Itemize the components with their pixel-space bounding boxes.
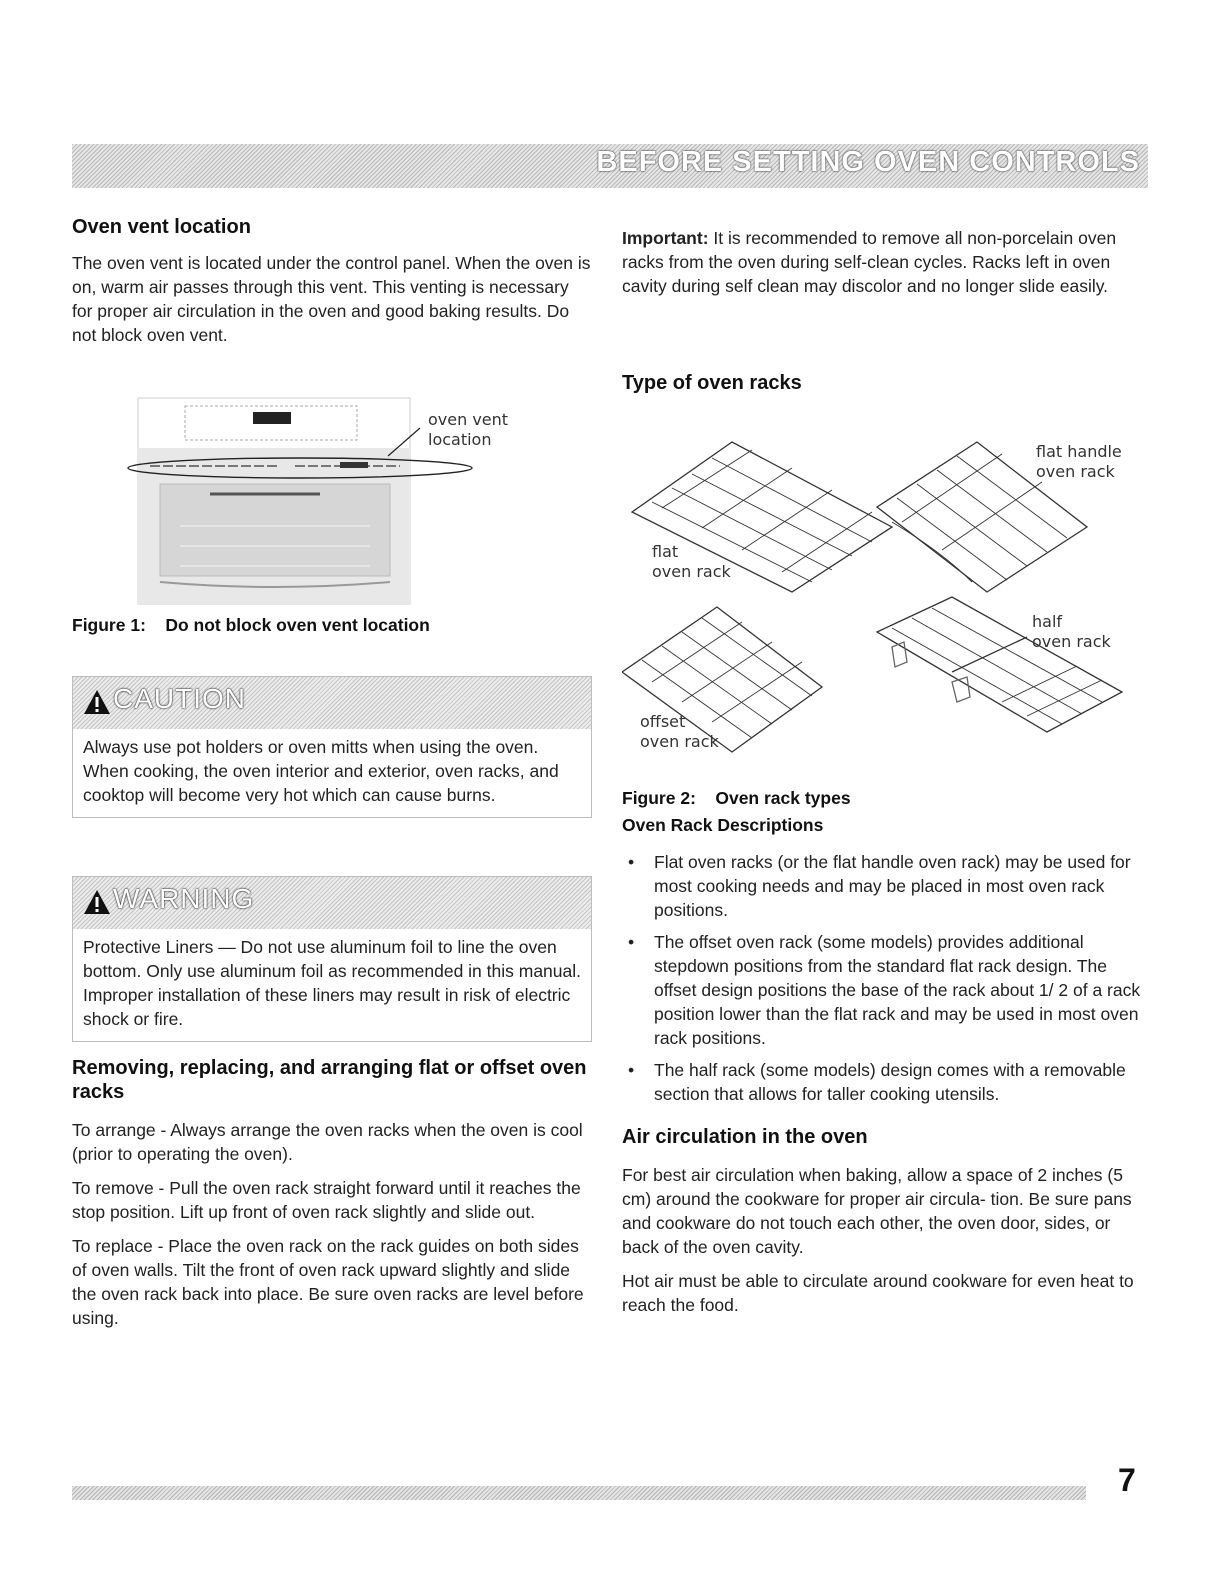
list-item: • The half rack (some models) design comes with a removable section that allows for taller cooking utensils. — [628, 1060, 1126, 1104]
racks-heading-wrap — [622, 371, 1152, 395]
warning-triangle-icon — [83, 889, 111, 915]
figure2-caption: Figure 2: Oven rack types — [622, 788, 851, 808]
rack-descriptions-heading: Oven Rack Descriptions — [622, 815, 824, 835]
warning-text: Protective Liners — Do not use aluminum foil to line the oven bottom. Only use aluminum foil as recommended in this manual. Improper installation of these liners may result in risk of electric shock or fire. — [83, 937, 582, 1029]
arrange-text: To arrange - Always arrange the oven racks when the oven is cool (prior to operating the oven). — [72, 1120, 583, 1164]
section-banner — [72, 144, 1148, 188]
vent-section — [72, 215, 592, 347]
important-label: Important: — [622, 228, 709, 248]
warning-header — [73, 877, 591, 929]
oven-vent-figure — [120, 396, 520, 608]
caution-text: Always use pot holders or oven mitts when using the oven. When cooking, the oven interior and exterior, oven racks, and cooktop will become very hot which can cause burns. — [83, 737, 559, 805]
rack-descriptions — [622, 850, 1152, 1114]
list-item: • Flat oven racks (or the flat handle oven rack) may be used for most cooking needs and may be placed in most oven rack positions. — [628, 852, 1131, 920]
half-rack-label: half oven rack — [1032, 612, 1111, 651]
racks-heading: Type of oven racks — [622, 372, 802, 394]
important-note — [622, 226, 1152, 298]
warning-label: WARNING — [113, 883, 255, 914]
offset-rack-label: offset oven rack — [640, 712, 719, 751]
page-number: 7 — [1118, 1462, 1136, 1498]
air-heading: Air circulation in the oven — [622, 1126, 868, 1148]
replace-text: To replace - Place the oven rack on the rack guides on both sides of oven walls. Tilt the front of oven rack upward slightly and slide the oven rack back into place. Be sure oven racks are level before using. — [72, 1236, 584, 1328]
vent-body: The oven vent is located under the control panel. When the oven is on, warm air passes through this vent. This venting is necessary for proper air circulation in the oven and good baking results. Do not block oven vent. — [72, 253, 591, 345]
removing-section — [72, 1056, 592, 1330]
section-title: BEFORE SETTING OVEN CONTROLS — [596, 146, 1140, 178]
vent-callout-label: oven vent location — [428, 410, 509, 449]
air-section — [622, 1125, 1152, 1317]
list-item: • The offset oven rack (some models) provides additional stepdown positions from the standard flat rack design. The offset design positions the base of the rack about 1/ 2 of a rack position lower than the flat rack and may be used in most oven rack positions. — [628, 932, 1141, 1048]
removing-heading: Removing, replacing, and arranging flat or offset oven racks — [72, 1057, 587, 1103]
figure1-caption-wrap — [72, 615, 592, 636]
air-paragraph-1: For best air circulation when baking, allow a space of 2 inches (5 cm) around the cookware for proper air circula- tion. Be sure pans and cookware do not touch each other, the oven door, sides, or back of the oven cavity. — [622, 1165, 1132, 1257]
caution-header — [73, 677, 591, 729]
air-paragraph-2: Hot air must be able to circulate around cookware for even heat to reach the food. — [622, 1271, 1134, 1315]
rack-types-figure — [622, 432, 1152, 782]
important-text: It is recommended to remove all non-porcelain oven racks from the oven during self-clean cycles. Racks left in oven cavity during self clean may discolor and no longer slide easily. — [622, 228, 1117, 296]
figure1-caption: Figure 1: Do not block oven vent location — [72, 615, 430, 635]
remove-text: To remove - Pull the oven rack straight forward until it reaches the stop position. Lift up front of oven rack slightly and slide out. — [72, 1178, 581, 1222]
caution-box — [72, 676, 592, 818]
rack-description-list — [622, 850, 1152, 1106]
warning-triangle-icon — [83, 689, 111, 715]
caution-label: CAUTION — [113, 683, 246, 714]
footer-bar — [72, 1486, 1086, 1500]
flat-handle-rack-label: flat handle oven rack — [1036, 442, 1122, 481]
warning-box — [72, 876, 592, 1042]
vent-heading: Oven vent location — [72, 216, 251, 238]
figure2-caption-wrap — [622, 788, 1152, 836]
flat-rack-label: flat oven rack — [652, 542, 731, 581]
